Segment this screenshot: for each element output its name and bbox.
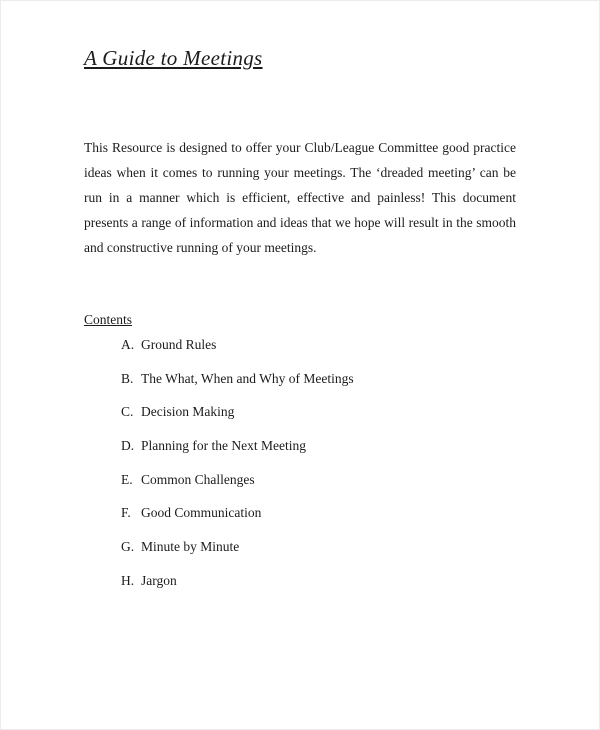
contents-item-letter: G. [121, 539, 135, 555]
contents-item-label: Good Communication [141, 505, 262, 521]
contents-item [121, 404, 354, 438]
contents-item [121, 505, 354, 539]
contents-item [121, 371, 354, 405]
contents-item-letter: C. [121, 404, 134, 420]
contents-heading: Contents [84, 312, 133, 327]
contents-item [121, 438, 354, 472]
contents-item-letter: F. [121, 505, 131, 521]
contents-item-label: Minute by Minute [141, 539, 240, 555]
contents-item [121, 337, 354, 371]
contents-item-label: Jargon [141, 572, 177, 588]
contents-item-label: Ground Rules [141, 337, 217, 352]
document-title: A Guide to Meetings [84, 46, 263, 70]
contents-item-letter: B. [121, 370, 134, 386]
contents-item [121, 472, 354, 506]
contents-list [121, 337, 354, 607]
contents-item-letter: A. [121, 337, 135, 352]
contents-item-label: Decision Making [141, 404, 235, 420]
contents-item-letter: E. [121, 471, 133, 487]
contents-item [121, 573, 354, 607]
contents-item-label: The What, When and Why of Meetings [141, 370, 354, 386]
contents-item-label: Planning for the Next Meeting [141, 438, 306, 454]
contents-item-label: Common Challenges [141, 471, 255, 487]
contents-item-letter: H. [121, 572, 135, 588]
contents-item [121, 539, 354, 573]
contents-item-letter: D. [121, 438, 135, 454]
intro-paragraph: This Resource is designed to offer your Club/League Committee good practice ideas when it comes to running your meetings. The ‘dreaded meeting’ can be run in a manner which is efficient, effective and painless! This document presents a range of information and ideas that we hope will result in the smooth and constructive running of your meetings. [84, 140, 516, 255]
